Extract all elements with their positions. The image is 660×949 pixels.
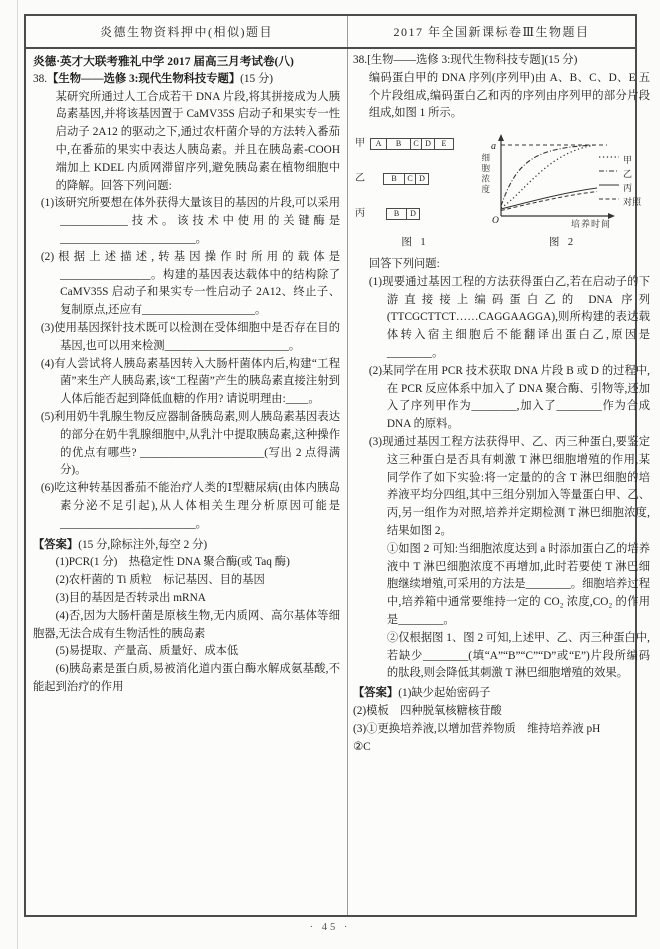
left-answer-line-5: (5)易提取、产量高、质量好、成本低 <box>55 645 239 658</box>
right-question-number: 38. <box>353 54 368 66</box>
left-answer-line-2: (2)农杆菌的 Ti 质粒 标记基因、目的基因 <box>55 574 265 587</box>
right-question-score: (15 分) <box>544 54 578 66</box>
exam-paper-title: 炎德·英才大联考雅礼中学 2017 届高三月考试卷(八) <box>33 55 294 68</box>
segment-box-D: D <box>407 208 420 220</box>
left-question-item-4: (4)有人尝试将人胰岛素基因转入大肠杆菌体内后,构建“工程菌”来生产人胰岛素,该“工程菌”产生的胰岛素直接注射到人体后能否起到降低血糖的作用? 请说明理由:____。 <box>40 357 340 406</box>
segment-box-B: B <box>387 138 411 150</box>
legend-label-jia: 甲 <box>623 155 633 166</box>
segment-box-D: D <box>422 138 435 150</box>
curve-yi <box>501 145 595 206</box>
y-axis-label: 细胞浓度 <box>480 153 491 196</box>
right-question-item-1: (1)现要通过基因工程的方法获得蛋白乙,若在启动子的下游直接接上编码蛋白乙的 DNA 序列(TTCGCTTCT……CAGGAAGGA),则所构建的表达载体转入宿主细胞后不能翻译出蛋白乙,原因是________。 <box>368 275 650 359</box>
right-answer-line-2: (2)模板 四种脱氧核糖核苷酸 <box>353 704 502 717</box>
left-answer-line-4: (4)否,因为大肠杆菌是原核生物,无内质网、高尔基体等细胞器,无法合成有生物活性的胰岛素 <box>33 609 340 640</box>
left-answer-line-3: (3)目的基因是否转录出 mRNA <box>55 591 206 604</box>
figure-2-caption: 图 2 <box>548 237 577 249</box>
left-question-item-2: (2)根据上述描述,转基因操作时所用的载体是________________。构建的基因表达载体中的结构除了 CaMV35S 启动子和果实专一性启动子 2A12、终止子、复制原点,还应有____________________。 <box>40 250 340 317</box>
right-question-subitem-2: ②仅根据图 1、图 2 可知,上述甲、乙、丙三种蛋白中,若缺少________(填“A”“B”“C”“D”或“E”)片段所编码的肽段,则会降低其刺激 T 淋巴细胞增殖的效果。 <box>386 631 650 680</box>
left-column-similar-question <box>26 49 348 915</box>
table-header-row <box>26 16 635 49</box>
legend-label-bing: 丙 <box>623 183 633 194</box>
left-question-item-1: (1)该研究所要想在体外获得大量该目的基因的片段,可以采用____________技术。该技术中使用的关键酶是________________________。 <box>40 197 340 245</box>
right-answer-label: 【答案】 <box>353 687 399 700</box>
table-body-row <box>26 49 650 915</box>
header-right-title: 2017 年全国新课标卷Ⅲ生物题目 <box>393 25 590 39</box>
left-question-tag: 【生物——选修 3:现代生物科技专题】 <box>47 72 241 85</box>
legend-label-yi: 乙 <box>623 169 633 180</box>
right-question-item-2: (2)某同学在用 PCR 技术获取 DNA 片段 B 或 D 的过程中,在 PCR 反应体系中加入了 DNA 聚合酶、引物等,还加入了序列甲作为________,加入了________作为合成 DNA 的原料。 <box>368 364 650 431</box>
left-question-stem: 某研究所通过人工合成若干 DNA 片段,将其拼接成为人胰岛素基因,并将该基因置于 CaMV35S 启动子和果实专一性启动子 2A12 的驱动之下,通过农杆菌介导的方法转入番茄中,在番茄的果实中表达人胰岛素。并且在胰岛素-COOH 端加上 KDEL 内质网滞留序列,避免胰岛素在植物细胞中的降解。回答下列问题: <box>55 90 340 192</box>
legend-label-control: 对照 <box>623 197 642 208</box>
left-question-number: 38. <box>33 72 48 85</box>
header-left-title: 炎德生物资料押中(相似)题目 <box>26 16 348 47</box>
left-answer-note: (15 分,除标注外,每空 2 分) <box>78 538 208 551</box>
left-question-item-6: (6)吃这种转基因番茄不能治疗人类的Ⅰ型糖尿病(由体内胰岛素分泌不足引起),从人体相关生理分析原因可能是________________________。 <box>40 482 340 530</box>
left-answer-line-6: (6)胰岛素是蛋白质,易被消化道内蛋白酶水解成氨基酸,不能起到治疗的作用 <box>33 663 340 693</box>
page-number: · 45 · <box>309 922 351 933</box>
right-question-item-3: (3)现通过基因工程方法获得甲、乙、丙三种蛋白,要鉴定这三种蛋白是否具有刺激 T 淋巴细胞增殖的作用,某同学作了如下实验:将一定量的的含 T 淋巴细胞的培养液平均分四组,其中三组分别加入等量蛋白甲、乙、丙,另一组作为对照,培养并定期检测 T 淋巴细胞浓度,结果如图 2。 <box>368 435 650 537</box>
right-question-heading <box>353 52 650 70</box>
segment-box-C: C <box>405 173 416 185</box>
right-question-subitem-1: ①如图 2 可知:当细胞浓度达到 a 时添加蛋白乙的培养液中 T 淋巴细胞浓度不再增加,此时若要使 T 淋巴细胞继续增殖,可采用的方法是________。细胞培养过程中,培养箱中通常要维持一定的 CO₂ 浓度,CO₂ 的作用是________。 <box>386 542 650 626</box>
sequence-label-jia: 甲 <box>355 138 365 150</box>
reference-value-a: a <box>491 141 496 153</box>
figure-1-caption: 图 1 <box>401 237 429 249</box>
segment-box-C: C <box>411 138 422 150</box>
x-axis-label: 培养时间 <box>571 219 612 230</box>
figure-2-growth-chart <box>475 132 650 232</box>
sequence-label-bing: 丙 <box>355 207 365 219</box>
left-answer-label: 【答案】 <box>33 538 79 551</box>
left-question-item-3: (3)使用基因探针技术既可以检测在受体细胞中是否存在目的基因,也可以用来检测______________________。 <box>40 321 340 352</box>
sequence-label-yi: 乙 <box>355 172 365 184</box>
segment-box-B: B <box>386 208 407 220</box>
left-answer-heading <box>33 537 340 555</box>
right-question-stem: 编码蛋白甲的 DNA 序列(序列甲)由 A、B、C、D、E 五个片段组成,编码蛋白乙和丙的序列由序列甲的部分片段组成,如图 1 所示。 <box>368 71 650 120</box>
left-question-heading <box>33 71 340 89</box>
figure-1-dna-segments <box>355 132 475 232</box>
right-answer-line-3: (3)①更换培养液,以增加营养物质 维持培养液 pH <box>353 722 601 735</box>
segment-box-E: E <box>435 138 454 150</box>
right-answer-line-4: ②C <box>353 740 371 753</box>
sequence-row-bing <box>355 205 475 223</box>
left-question-item-5: (5)利用奶牛乳腺生物反应器制备胰岛素,则人胰岛素基因表达的部分在奶牛乳腺细胞中,从乳汁中提取胰岛素,这种操作的优点有哪些? ______________________(写出 2 点得满分)。 <box>40 410 340 477</box>
curve-bing <box>501 188 597 209</box>
exam-comparison-table <box>24 14 650 917</box>
right-answer-prompt: 回答下列问题: <box>368 257 440 270</box>
segment-box-D: D <box>416 173 429 185</box>
sequence-row-yi <box>355 170 475 188</box>
right-answer-line-1: 【答案】(1)缺少起始密码子 <box>353 687 491 700</box>
scan-edge-artifact <box>17 0 18 949</box>
left-question-score: (15 分) <box>240 72 274 85</box>
y-axis-arrow <box>498 134 504 141</box>
figure-captions <box>355 234 650 252</box>
curve-control <box>501 192 597 211</box>
origin-label: O <box>492 216 499 227</box>
segment-box-A: A <box>370 138 387 150</box>
right-column-official-question <box>348 49 659 915</box>
right-question-tag: [生物——选修 3:现代生物科技专题] <box>367 54 545 66</box>
segment-box-B: B <box>383 173 405 185</box>
left-answer-line-1: (1)PCR(1 分) 热稳定性 DNA 聚合酶(或 Taq 酶) <box>55 556 290 569</box>
figure-block <box>355 132 650 232</box>
sequence-row-jia <box>355 135 475 153</box>
